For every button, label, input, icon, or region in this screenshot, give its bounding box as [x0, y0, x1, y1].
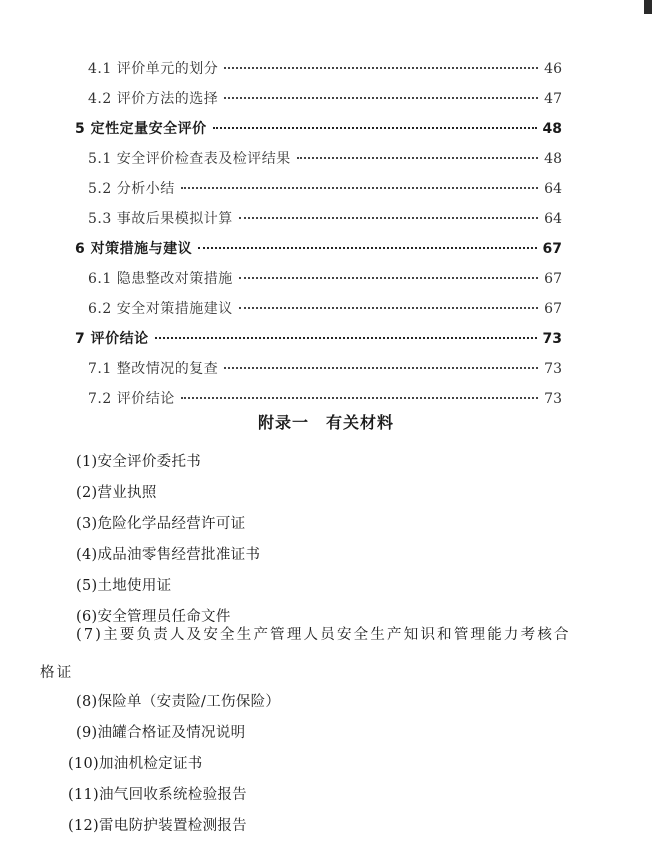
- toc-entry-page: 64: [544, 181, 562, 197]
- appendix-item: (5)土地使用证: [76, 578, 172, 594]
- toc-entry[interactable]: [75, 238, 562, 258]
- toc-leader-dots: [213, 127, 537, 129]
- toc-entry-label: 7 评价结论: [75, 331, 149, 347]
- toc-entry-label: 4.1 评价单元的划分: [88, 61, 219, 77]
- toc-leader-dots: [297, 157, 538, 159]
- toc-leader-dots: [239, 307, 538, 309]
- toc-entry[interactable]: [88, 388, 562, 408]
- scan-corner-mark: [644, 0, 652, 14]
- toc-entry-label: 5.3 事故后果模拟计算: [88, 211, 233, 227]
- toc-leader-dots: [239, 217, 538, 219]
- toc-entry-page: 46: [544, 61, 562, 77]
- toc-entry[interactable]: [88, 298, 562, 318]
- toc-leader-dots: [181, 397, 538, 399]
- toc-entry-page: 47: [544, 91, 562, 107]
- toc-entry[interactable]: [88, 208, 562, 228]
- toc-leader-dots: [198, 247, 536, 249]
- toc-leader-dots: [155, 337, 537, 339]
- toc-entry-label: 6.2 安全对策措施建议: [88, 301, 233, 317]
- appendix-item: (7)主要负责人及安全生产管理人员安全生产知识和管理能力考核合格证: [40, 627, 571, 681]
- toc-entry-page: 67: [544, 301, 562, 317]
- toc-entry[interactable]: [88, 148, 562, 168]
- toc-leader-dots: [224, 67, 538, 69]
- appendix-item: (1)安全评价委托书: [76, 454, 202, 470]
- appendix-item: (3)危险化学品经营许可证: [76, 516, 246, 532]
- toc-entry-label: 5.2 分析小结: [88, 181, 175, 197]
- toc-entry[interactable]: [88, 88, 562, 108]
- toc-entry-label: 7.2 评价结论: [88, 391, 175, 407]
- toc-entry-page: 64: [544, 211, 562, 227]
- toc-entry-page: 73: [544, 361, 562, 377]
- appendix-item: (8)保险单（安责险/工伤保险）: [76, 694, 281, 710]
- toc-entry-label: 4.2 评价方法的选择: [88, 91, 219, 107]
- toc-entry-label: 6 对策措施与建议: [75, 241, 193, 257]
- appendix-title: 附录一 有关材料: [257, 413, 394, 432]
- toc-leader-dots: [224, 367, 538, 369]
- toc-entry[interactable]: [88, 58, 562, 78]
- toc-entry[interactable]: [88, 178, 562, 198]
- toc-leader-dots: [239, 277, 538, 279]
- toc-entry[interactable]: [88, 358, 562, 378]
- toc-entry-page: 73: [544, 391, 562, 407]
- appendix-item: (12)雷电防护装置检测报告: [68, 818, 247, 834]
- appendix-item: (9)油罐合格证及情况说明: [76, 725, 246, 741]
- toc-entry-label: 7.1 整改情况的复查: [88, 361, 219, 377]
- toc-entry-label: 6.1 隐患整改对策措施: [88, 271, 233, 287]
- appendix-item: (11)油气回收系统检验报告: [68, 787, 247, 803]
- toc-entry[interactable]: [75, 118, 562, 138]
- appendix-item: (2)营业执照: [76, 485, 157, 501]
- toc-leader-dots: [224, 97, 538, 99]
- toc-entry-page: 48: [542, 121, 562, 137]
- toc-entry[interactable]: [75, 328, 562, 348]
- appendix-item: (4)成品油零售经营批准证书: [76, 547, 261, 563]
- toc-entry-page: 67: [544, 271, 562, 287]
- toc-entry[interactable]: [88, 268, 562, 288]
- toc-entry-page: 67: [542, 241, 562, 257]
- appendix-item: (6)安全管理员任命文件: [76, 609, 231, 625]
- toc-entry-page: 48: [544, 151, 562, 167]
- toc-leader-dots: [181, 187, 538, 189]
- toc-entry-label: 5 定性定量安全评价: [75, 121, 207, 137]
- appendix-item: (10)加油机检定证书: [68, 756, 203, 772]
- toc-entry-page: 73: [542, 331, 562, 347]
- toc-entry-label: 5.1 安全评价检查表及检评结果: [88, 151, 291, 167]
